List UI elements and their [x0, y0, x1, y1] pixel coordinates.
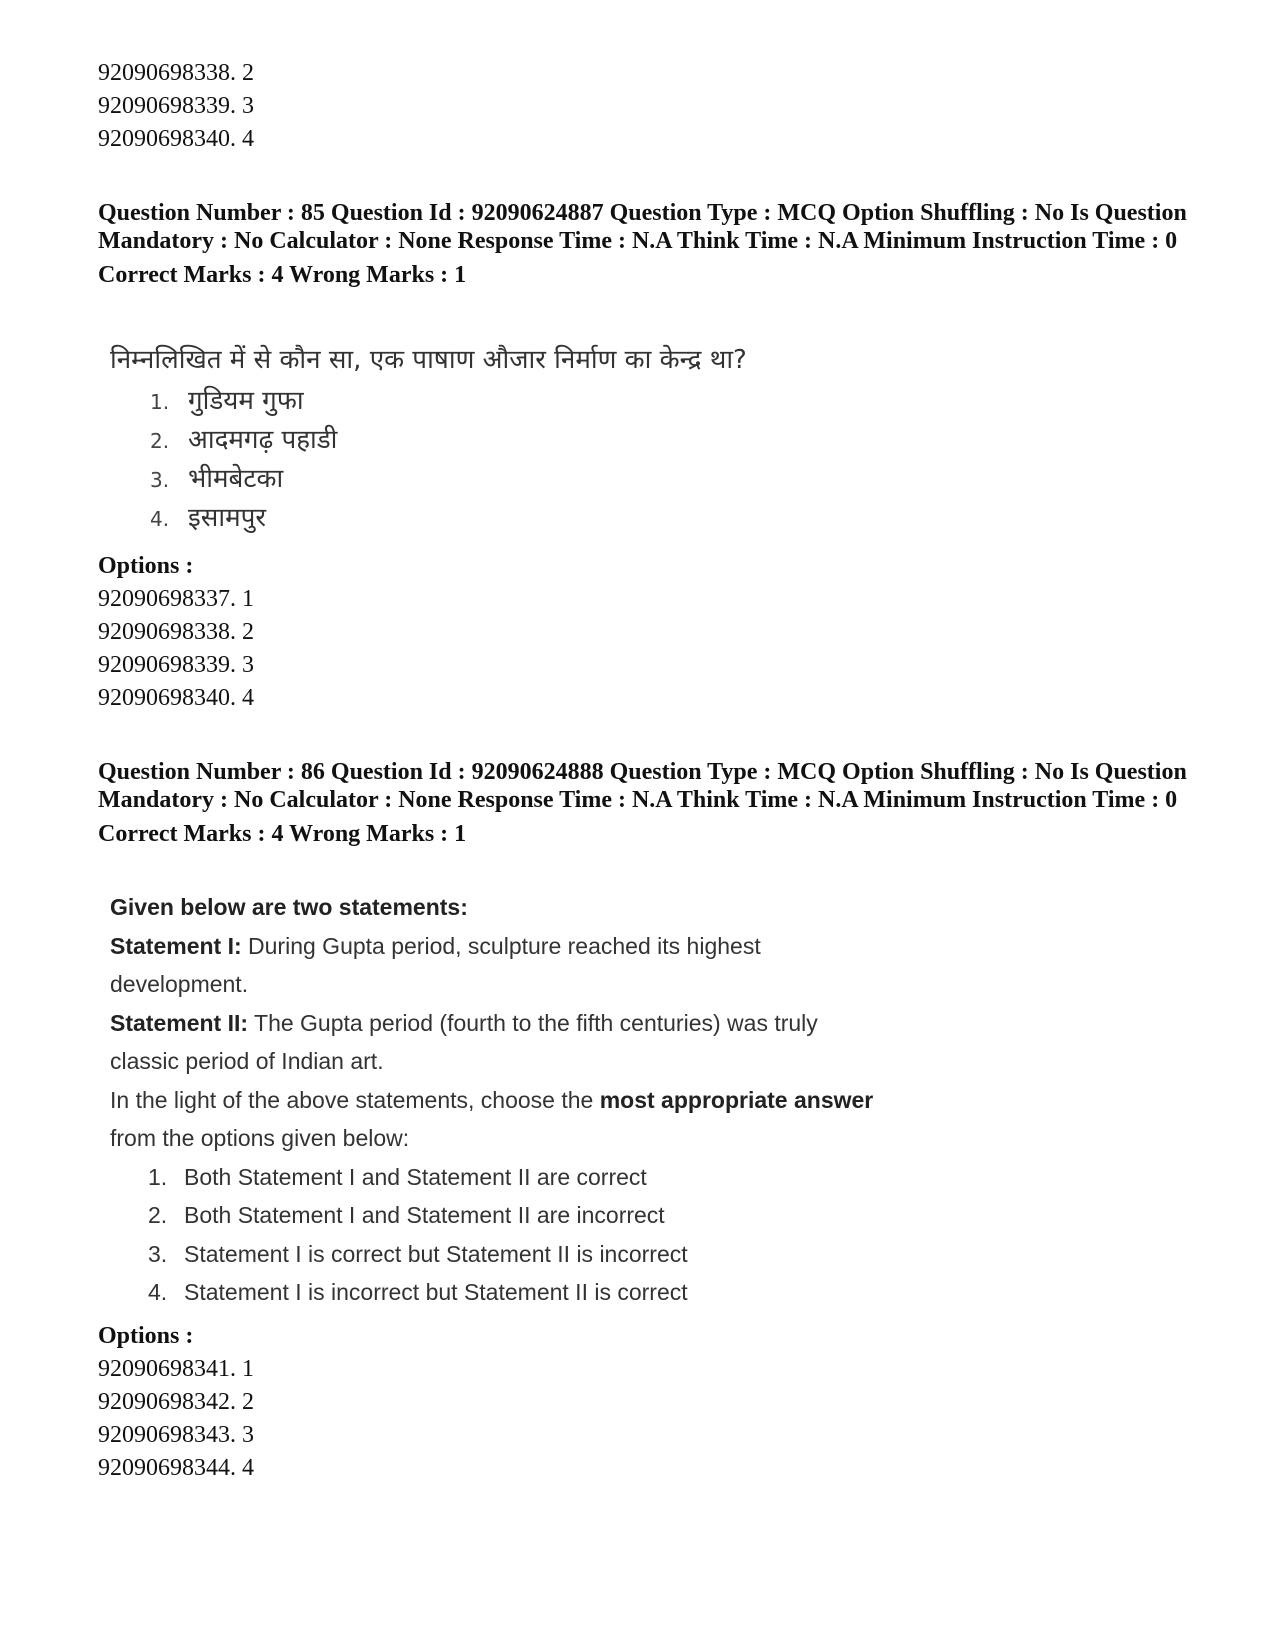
statement-1: Statement I: During Gupta period, sculpture reached its highest [110, 932, 761, 959]
option-line: 92090698339. 3 [98, 93, 254, 119]
option-line: 92090698339. 3 [98, 652, 254, 678]
option-line: 92090698341. 1 [98, 1356, 254, 1382]
question-meta: Question Number : 86 Question Id : 92090624888 Question Type : MCQ Option Shuffling : No Is Question Mandatory : No Calculator : None Response Time : N.A Think Time : N.A Minimum Instruction Time : 0 [98, 759, 1187, 813]
question-85-options [98, 550, 1198, 715]
option-line: 92090698342. 2 [98, 1389, 254, 1415]
question-86-body [110, 888, 873, 1312]
question-text: निम्नलिखित में से कौन सा, एक पाषाण औजार निर्माण का केन्द्र था? [110, 345, 747, 375]
options-heading: Options : [98, 553, 194, 579]
option-line: 92090698343. 3 [98, 1422, 254, 1448]
option-line: 92090698340. 4 [98, 126, 254, 152]
choice-list [110, 1158, 873, 1312]
question-85-header [98, 199, 1198, 289]
marks-line: Correct Marks : 4 Wrong Marks : 1 [98, 262, 467, 288]
instruction-cont: from the options given below: [110, 1125, 410, 1151]
choice-item: 3. भीमबेटका [150, 464, 284, 494]
option-line: 92090698338. 2 [98, 60, 254, 86]
choice-item: 4. इसामपुर [150, 503, 267, 533]
question-86-header [98, 758, 1198, 848]
statement-2: Statement II: The Gupta period (fourth to the fifth centuries) was truly [110, 1009, 818, 1036]
statement-1-cont: development. [110, 971, 249, 997]
intro-text: Given below are two statements: [110, 894, 468, 920]
choice-list [110, 382, 747, 538]
choice-item: 1. Both Statement I and Statement II are correct [148, 1163, 647, 1190]
option-line: 92090698340. 4 [98, 685, 254, 711]
option-line: 92090698344. 4 [98, 1455, 254, 1481]
choice-item: 3. Statement I is correct but Statement II is incorrect [148, 1240, 688, 1267]
question-85-body [110, 342, 747, 538]
choice-item: 2. आदमगढ़ पहाडी [150, 425, 338, 455]
choice-item: 1. गुडियम गुफा [150, 386, 304, 416]
options-heading: Options : [98, 1323, 194, 1349]
question-86-options [98, 1320, 1198, 1485]
marks-line: Correct Marks : 4 Wrong Marks : 1 [98, 821, 467, 847]
option-line: 92090698338. 2 [98, 619, 254, 645]
question-meta: Question Number : 85 Question Id : 92090624887 Question Type : MCQ Option Shuffling : No Is Question Mandatory : No Calculator : None Response Time : N.A Think Time : N.A Minimum Instruction Time : 0 [98, 200, 1187, 254]
choice-item: 4. Statement I is incorrect but Statement II is correct [148, 1279, 688, 1305]
previous-options-list [98, 57, 1198, 156]
choice-item: 2. Both Statement I and Statement II are incorrect [148, 1202, 665, 1228]
statement-2-cont: classic period of Indian art. [110, 1048, 384, 1074]
option-line: 92090698337. 1 [98, 586, 254, 612]
instruction: In the light of the above statements, choose the most appropriate answer [110, 1086, 874, 1113]
